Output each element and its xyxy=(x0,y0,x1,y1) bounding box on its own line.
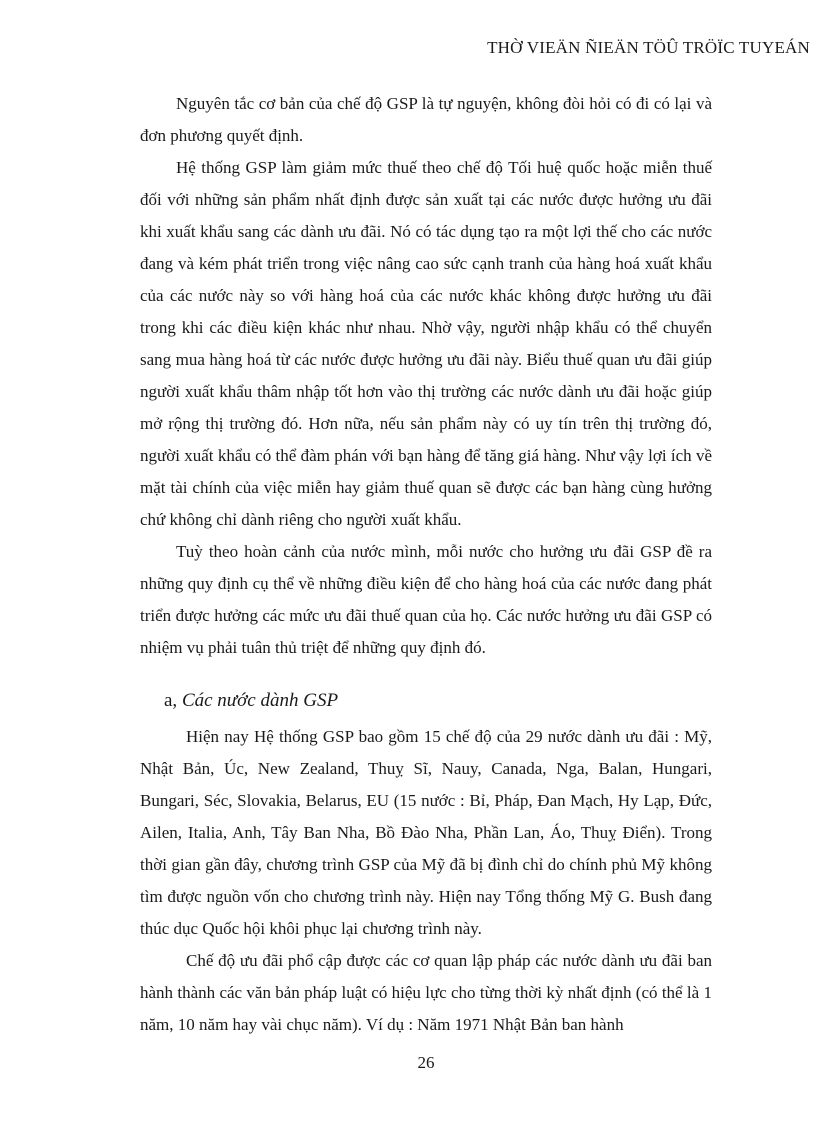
section-heading-prefix: a, xyxy=(164,690,178,711)
paragraph-gsp-legislation: Chế độ ưu đãi phổ cập được các cơ quan lập pháp các nước dành ưu đãi ban hành thành các văn bản pháp luật có hiệu lực cho từng thời kỳ nhất định (có thể là 1 năm, 10 năm hay vài chục năm). Ví dụ : Năm 1971 Nhật Bản ban hành xyxy=(140,951,712,1034)
paragraph-gsp-countries: Hiện nay Hệ thống GSP bao gồm 15 chế độ của 29 nước dành ưu đãi : Mỹ, Nhật Bản, Úc, New Zealand, Thuỵ Sĩ, Nauy, Canada, Nga, Balan, Hungari, Bungari, Séc, Slovakia, Belarus, EU (15 nước : Bỉ, Pháp, Đan Mạch, Hy Lạp, Đức, Ailen, Italia, Anh, Tây Ban Nha, Bồ Đào Nha, Phần Lan, Áo, Thuỵ Điển). Trong thời gian gần đây, chương trình GSP của Mỹ đã bị đình chỉ do chính phủ Mỹ không tìm được nguồn vốn cho chương trình này. Hiện nay Tổng thống Mỹ G. Bush đang thúc dục Quốc hội khôi phục lại chương trình này. xyxy=(140,727,712,938)
section-heading-title: Các nước dành GSP xyxy=(181,690,339,711)
paragraph-gsp-effect: Hệ thống GSP làm giảm mức thuế theo chế độ Tối huệ quốc hoặc miễn thuế đối với những sản phẩm nhất định được sản xuất tại các nước được hưởng ưu đãi khi xuất khẩu sang các dành ưu đãi. Nó có tác dụng tạo ra một lợi thế cho các nước đang và kém phát triển trong việc nâng cao sức cạnh tranh của hàng hoá xuất khẩu của các nước này so với hàng hoá của các nước khác không được hưởng ưu đãi trong khi các điều kiện khác như nhau. Nhờ vậy, người nhập khẩu có thể chuyển sang mua hàng hoá từ các nước được hưởng ưu đãi này. Biểu thuế quan ưu đãi giúp người xuất khẩu thâm nhập tốt hơn vào thị trường các nước dành ưu đãi hoặc giúp mở rộng thị trường đó. Hơn nữa, nếu sản phẩm này có uy tín trên thị trường đó, người xuất khẩu có thể đàm phán với bạn hàng để tăng giá hàng. Như vậy lợi ích về mặt tài chính của việc miễn hay giảm thuế quan sẽ được các bạn hàng cùng hưởng chứ không chỉ dành riêng cho người xuất khẩu. xyxy=(140,158,712,529)
paragraph-principle: Nguyên tắc cơ bản của chế độ GSP là tự nguyện, không đòi hỏi có đi có lại và đơn phương quyết định. xyxy=(140,94,712,145)
paragraph-gsp-regulations: Tuỳ theo hoàn cảnh của nước mình, mỗi nước cho hưởng ưu đãi GSP đề ra những quy định cụ thể về những điều kiện để cho hàng hoá của các nước đang phát triển được hưởng các mức ưu đãi thuế quan của họ. Các nước hưởng ưu đãi GSP có nhiệm vụ phải tuân thủ triệt để những quy định đó. xyxy=(140,542,712,657)
page-header: THỜ VIEÄN ÑIEÄN TÖÛ TRÖÏC TUYEÁN xyxy=(487,38,810,57)
page-number: 26 xyxy=(417,1053,435,1072)
document-body xyxy=(140,88,712,1041)
section-heading xyxy=(140,685,712,717)
